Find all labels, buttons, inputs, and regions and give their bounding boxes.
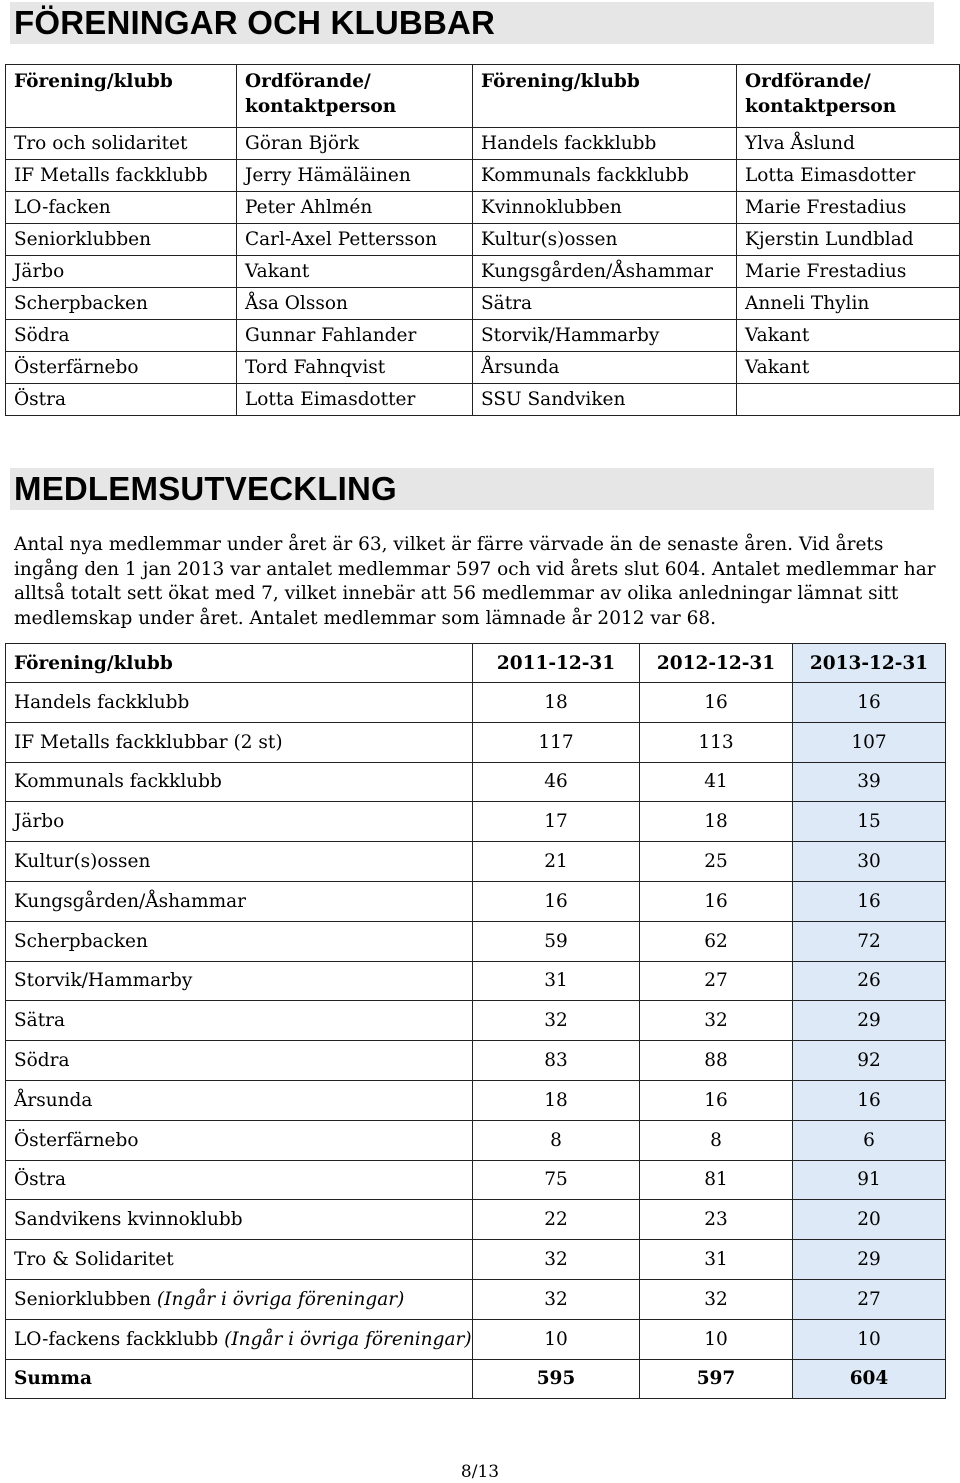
club-name: SSU Sandviken xyxy=(473,384,737,416)
clubs-header-contact-2-label: Ordförande/ kontaktperson xyxy=(745,71,897,117)
member-count-2012: 32 xyxy=(640,1279,793,1319)
member-club-name: Sandvikens kvinnoklubb xyxy=(14,1209,243,1231)
member-club-name: Östra xyxy=(14,1169,66,1191)
member-count-2011: 10 xyxy=(473,1319,640,1359)
membership-paragraph: Antal nya medlemmar under året är 63, vilket är färre värvade än de senaste åren. Vid årets ingång den 1 jan 2013 var antalet medlemmar 597 och vid årets slut 604. Antalet medlemmar har alltså totalt sett ökat med 7, vilket innebär att 56 medlemmar av olika anledningar lämnat sitt medlemskap under året. Antalet medlemmar som lämnade år 2012 var 68. xyxy=(14,534,936,629)
members-header-2012: 2012-12-31 xyxy=(640,644,793,683)
member-club-name: Storvik/Hammarby xyxy=(14,970,193,992)
member-club-cell xyxy=(6,722,473,762)
member-count-2011: 16 xyxy=(473,881,640,921)
member-club-name: Södra xyxy=(14,1050,70,1072)
member-club-cell xyxy=(6,1200,473,1240)
member-count-2013: 10 xyxy=(793,1319,946,1359)
club-name: Sätra xyxy=(473,288,737,320)
contact-name: Marie Frestadius xyxy=(737,192,960,224)
member-club-cell xyxy=(6,1001,473,1041)
members-table-row xyxy=(6,1240,946,1280)
members-table-row xyxy=(6,921,946,961)
member-count-2013: 16 xyxy=(793,881,946,921)
member-club-name: Kultur(s)ossen xyxy=(14,851,151,873)
members-table-row xyxy=(6,1200,946,1240)
member-count-2011: 18 xyxy=(473,1080,640,1120)
contact-name: Vakant xyxy=(737,320,960,352)
member-club-note: (Ingår i övriga föreningar) xyxy=(224,1328,472,1350)
members-table-row xyxy=(6,1041,946,1081)
members-table-row xyxy=(6,1001,946,1041)
contact-name: Marie Frestadius xyxy=(737,256,960,288)
member-count-2013: 16 xyxy=(793,1080,946,1120)
member-club-name: Handels fackklubb xyxy=(14,691,190,713)
member-club-cell xyxy=(6,683,473,723)
clubs-table-row xyxy=(6,224,960,256)
members-table-row xyxy=(6,802,946,842)
club-name: Östra xyxy=(6,384,237,416)
member-club-cell xyxy=(6,1160,473,1200)
member-count-2013: 72 xyxy=(793,921,946,961)
member-count-2013: 29 xyxy=(793,1240,946,1280)
member-count-2013: 91 xyxy=(793,1160,946,1200)
member-club-cell xyxy=(6,1319,473,1359)
members-table-row xyxy=(6,842,946,882)
club-name: Södra xyxy=(6,320,237,352)
members-table-row xyxy=(6,1120,946,1160)
contact-name: Gunnar Fahlander xyxy=(237,320,473,352)
member-count-2013: 30 xyxy=(793,842,946,882)
club-name: Kommunals fackklubb xyxy=(473,160,737,192)
member-club-name: Kungsgården/Åshammar xyxy=(14,890,246,912)
clubs-header-contact-1 xyxy=(237,65,473,128)
members-table-row xyxy=(6,1279,946,1319)
contact-name: Ylva Åslund xyxy=(737,128,960,160)
clubs-header-club-1: Förening/klubb xyxy=(6,65,237,128)
page-number: 8/13 xyxy=(460,1462,500,1482)
club-name: Kungsgården/Åshammar xyxy=(473,256,737,288)
total-count-2013: 604 xyxy=(793,1359,946,1399)
member-count-2012: 31 xyxy=(640,1240,793,1280)
section-heading-members: MEDLEMSUTVECKLING xyxy=(10,468,934,510)
member-count-2013: 39 xyxy=(793,762,946,802)
members-table-row xyxy=(6,762,946,802)
member-club-cell xyxy=(6,1080,473,1120)
total-count-2012: 597 xyxy=(640,1359,793,1399)
member-club-cell xyxy=(6,921,473,961)
member-count-2012: 23 xyxy=(640,1200,793,1240)
member-club-cell xyxy=(6,842,473,882)
clubs-table-row xyxy=(6,128,960,160)
member-club-name: Seniorklubben xyxy=(14,1288,152,1310)
members-table-row xyxy=(6,1319,946,1359)
member-count-2012: 8 xyxy=(640,1120,793,1160)
clubs-header-contact-1-label: Ordförande/ kontaktperson xyxy=(245,71,397,117)
clubs-header-contact-2 xyxy=(737,65,960,128)
member-club-cell xyxy=(6,802,473,842)
contact-name: Lotta Eimasdotter xyxy=(237,384,473,416)
member-club-name: LO-fackens fackklubb xyxy=(14,1328,219,1350)
member-count-2013: 107 xyxy=(793,722,946,762)
member-club-cell xyxy=(6,762,473,802)
member-club-cell xyxy=(6,961,473,1001)
member-count-2012: 16 xyxy=(640,1080,793,1120)
club-name: Österfärnebo xyxy=(6,352,237,384)
member-count-2012: 81 xyxy=(640,1160,793,1200)
clubs-table-row xyxy=(6,352,960,384)
contact-name: Kjerstin Lundblad xyxy=(737,224,960,256)
club-name: Seniorklubben xyxy=(6,224,237,256)
total-count-2011: 595 xyxy=(473,1359,640,1399)
clubs-table xyxy=(5,64,960,416)
member-count-2012: 18 xyxy=(640,802,793,842)
members-table-header-row xyxy=(6,644,946,683)
contact-name: Anneli Thylin xyxy=(737,288,960,320)
member-count-2011: 75 xyxy=(473,1160,640,1200)
member-club-name: Kommunals fackklubb xyxy=(14,771,222,793)
member-count-2011: 17 xyxy=(473,802,640,842)
contact-name: Tord Fahnqvist xyxy=(237,352,473,384)
clubs-header-club-2: Förening/klubb xyxy=(473,65,737,128)
club-name: LO-facken xyxy=(6,192,237,224)
clubs-table-row xyxy=(6,192,960,224)
club-name: Storvik/Hammarby xyxy=(473,320,737,352)
club-name: Årsunda xyxy=(473,352,737,384)
member-count-2012: 16 xyxy=(640,881,793,921)
member-club-name: IF Metalls fackklubbar (2 st) xyxy=(14,731,283,753)
member-count-2011: 21 xyxy=(473,842,640,882)
clubs-table-header-row xyxy=(6,65,960,128)
members-table-row xyxy=(6,683,946,723)
members-table xyxy=(5,643,946,1399)
member-count-2012: 41 xyxy=(640,762,793,802)
member-club-cell xyxy=(6,1240,473,1280)
member-club-name: Järbo xyxy=(14,811,65,833)
clubs-table-row xyxy=(6,288,960,320)
member-club-cell xyxy=(6,1120,473,1160)
member-count-2013: 20 xyxy=(793,1200,946,1240)
members-header-club: Förening/klubb xyxy=(6,644,473,683)
clubs-table-row xyxy=(6,256,960,288)
member-club-cell xyxy=(6,1041,473,1081)
member-count-2011: 83 xyxy=(473,1041,640,1081)
members-header-2013: 2013-12-31 xyxy=(793,644,946,683)
members-total-row xyxy=(6,1359,946,1399)
contact-name: Göran Björk xyxy=(237,128,473,160)
clubs-table-row xyxy=(6,320,960,352)
contact-name: Vakant xyxy=(237,256,473,288)
club-name: Kvinnoklubben xyxy=(473,192,737,224)
member-count-2011: 22 xyxy=(473,1200,640,1240)
member-club-name: Österfärnebo xyxy=(14,1129,139,1151)
member-count-2012: 113 xyxy=(640,722,793,762)
members-header-2011: 2011-12-31 xyxy=(473,644,640,683)
member-count-2013: 26 xyxy=(793,961,946,1001)
club-name: Tro och solidaritet xyxy=(6,128,237,160)
members-table-row xyxy=(6,722,946,762)
member-count-2013: 29 xyxy=(793,1001,946,1041)
contact-name: Jerry Hämäläinen xyxy=(237,160,473,192)
member-club-cell xyxy=(6,1279,473,1319)
member-count-2011: 59 xyxy=(473,921,640,961)
member-club-name: Årsunda xyxy=(14,1089,93,1111)
contact-name: Peter Ahlmén xyxy=(237,192,473,224)
club-name: Scherpbacken xyxy=(6,288,237,320)
member-count-2012: 32 xyxy=(640,1001,793,1041)
contact-name: Åsa Olsson xyxy=(237,288,473,320)
member-count-2012: 25 xyxy=(640,842,793,882)
member-count-2011: 32 xyxy=(473,1240,640,1280)
members-table-row xyxy=(6,961,946,1001)
member-count-2013: 15 xyxy=(793,802,946,842)
club-name: Kultur(s)ossen xyxy=(473,224,737,256)
club-name: IF Metalls fackklubb xyxy=(6,160,237,192)
member-club-cell xyxy=(6,881,473,921)
member-count-2011: 8 xyxy=(473,1120,640,1160)
contact-name: Carl-Axel Pettersson xyxy=(237,224,473,256)
contact-name: Vakant xyxy=(737,352,960,384)
member-club-name: Tro & Solidaritet xyxy=(14,1249,174,1271)
member-count-2011: 32 xyxy=(473,1001,640,1041)
member-club-name: Sätra xyxy=(14,1010,66,1032)
members-table-row xyxy=(6,881,946,921)
club-name: Järbo xyxy=(6,256,237,288)
member-count-2011: 46 xyxy=(473,762,640,802)
member-club-name: Scherpbacken xyxy=(14,930,148,952)
member-count-2013: 16 xyxy=(793,683,946,723)
member-count-2013: 27 xyxy=(793,1279,946,1319)
member-club-note: (Ingår i övriga föreningar) xyxy=(156,1288,405,1310)
member-count-2012: 88 xyxy=(640,1041,793,1081)
section-heading-clubs: FÖRENINGAR OCH KLUBBAR xyxy=(10,2,934,44)
members-table-row xyxy=(6,1080,946,1120)
contact-name xyxy=(737,384,960,416)
clubs-table-row xyxy=(6,384,960,416)
member-count-2011: 117 xyxy=(473,722,640,762)
club-name: Handels fackklubb xyxy=(473,128,737,160)
member-count-2012: 62 xyxy=(640,921,793,961)
member-count-2012: 27 xyxy=(640,961,793,1001)
member-count-2013: 92 xyxy=(793,1041,946,1081)
contact-name: Lotta Eimasdotter xyxy=(737,160,960,192)
member-count-2013: 6 xyxy=(793,1120,946,1160)
member-count-2011: 32 xyxy=(473,1279,640,1319)
members-table-row xyxy=(6,1160,946,1200)
member-count-2011: 18 xyxy=(473,683,640,723)
total-label: Summa xyxy=(6,1359,473,1399)
member-count-2011: 31 xyxy=(473,961,640,1001)
member-count-2012: 16 xyxy=(640,683,793,723)
clubs-table-row xyxy=(6,160,960,192)
member-count-2012: 10 xyxy=(640,1319,793,1359)
